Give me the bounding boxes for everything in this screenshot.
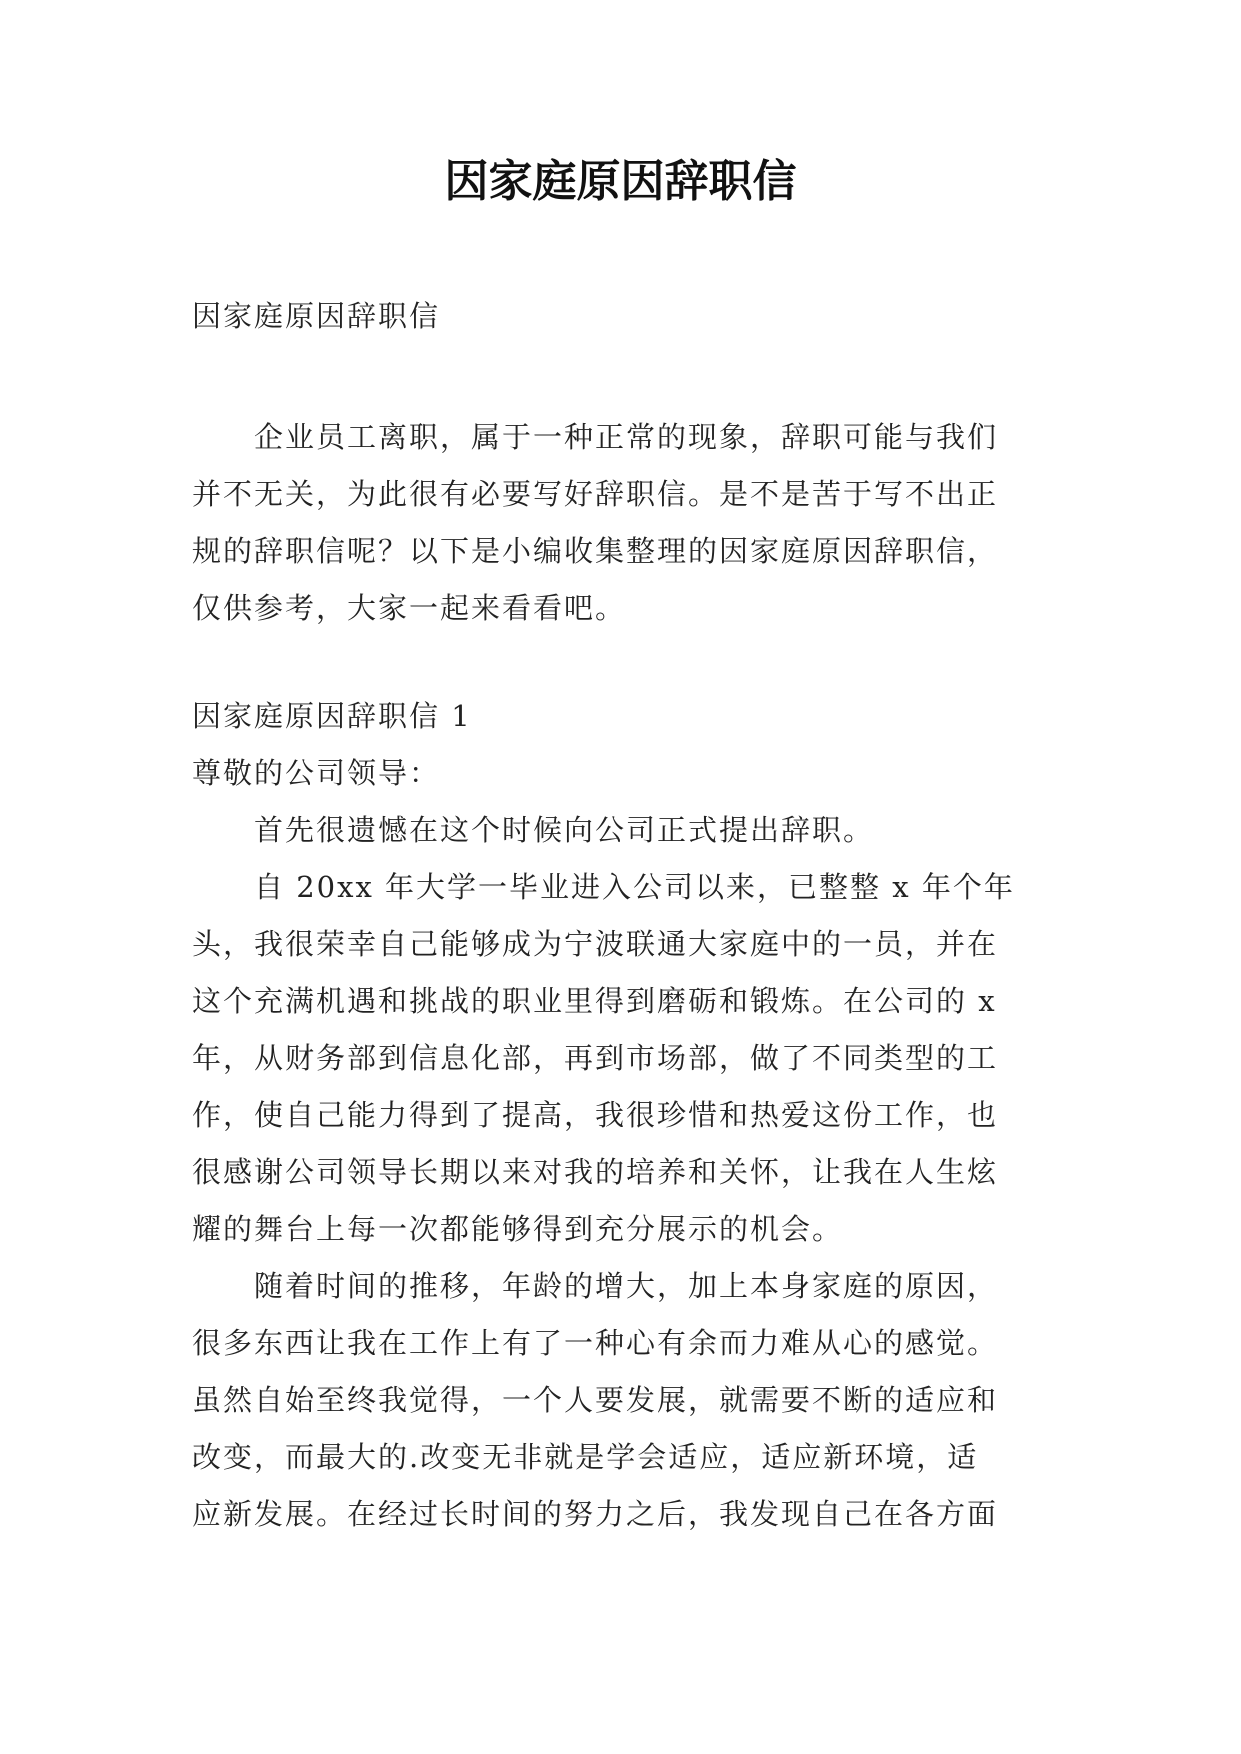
body-line: 随着时间的推移，年龄的增大，加上本身家庭的原因，: [192, 1269, 999, 1303]
intro-line: 仅供参考，大家一起来看看吧。: [192, 591, 627, 625]
paragraph-spacer: [192, 637, 1052, 688]
intro-line: 并不无关，为此很有必要写好辞职信。是不是苦于写不出正: [192, 477, 999, 511]
intro-line: 规的辞职信呢？以下是小编收集整理的因家庭原因辞职信，: [192, 534, 999, 568]
body-line: 很感谢公司领导长期以来对我的培养和关怀，让我在人生炫: [192, 1155, 999, 1189]
body-line: 头，我很荣幸自己能够成为宁波联通大家庭中的一员，并在: [192, 927, 999, 961]
body-line: 首先很遗憾在这个时候向公司正式提出辞职。: [192, 813, 875, 847]
intro-paragraph: [192, 409, 1052, 637]
letter-body: [192, 802, 1052, 1543]
body-line: 耀的舞台上每一次都能够得到充分展示的机会。: [192, 1212, 844, 1246]
intro-line: 企业员工离职，属于一种正常的现象，辞职可能与我们: [192, 420, 999, 454]
body-line: 这个充满机遇和挑战的职业里得到磨砺和锻炼。在公司的 x: [192, 984, 997, 1018]
body-line: 年，从财务部到信息化部，再到市场部，做了不同类型的工: [192, 1041, 999, 1075]
body-line: 改变，而最大的.改变无非就是学会适应，适应新环境，适: [192, 1440, 979, 1474]
document-body: [192, 288, 1052, 1543]
salutation: 尊敬的公司领导：: [192, 756, 441, 790]
body-line: 自 20xx 年大学一毕业进入公司以来，已整整 x 年个年: [192, 870, 1015, 904]
paragraph-spacer: [192, 345, 1052, 409]
letter-heading: 因家庭原因辞职信 1: [192, 699, 472, 733]
document-subtitle: 因家庭原因辞职信: [192, 299, 441, 333]
body-line: 虽然自始至终我觉得，一个人要发展，就需要不断的适应和: [192, 1383, 999, 1417]
body-line: 应新发展。在经过长时间的努力之后，我发现自己在各方面: [192, 1497, 999, 1531]
document-title: 因家庭原因辞职信: [444, 156, 797, 207]
body-line: 作，使自己能力得到了提高，我很珍惜和热爱这份工作，也: [192, 1098, 999, 1132]
body-line: 很多东西让我在工作上有了一种心有余而力难从心的感觉。: [192, 1326, 999, 1360]
